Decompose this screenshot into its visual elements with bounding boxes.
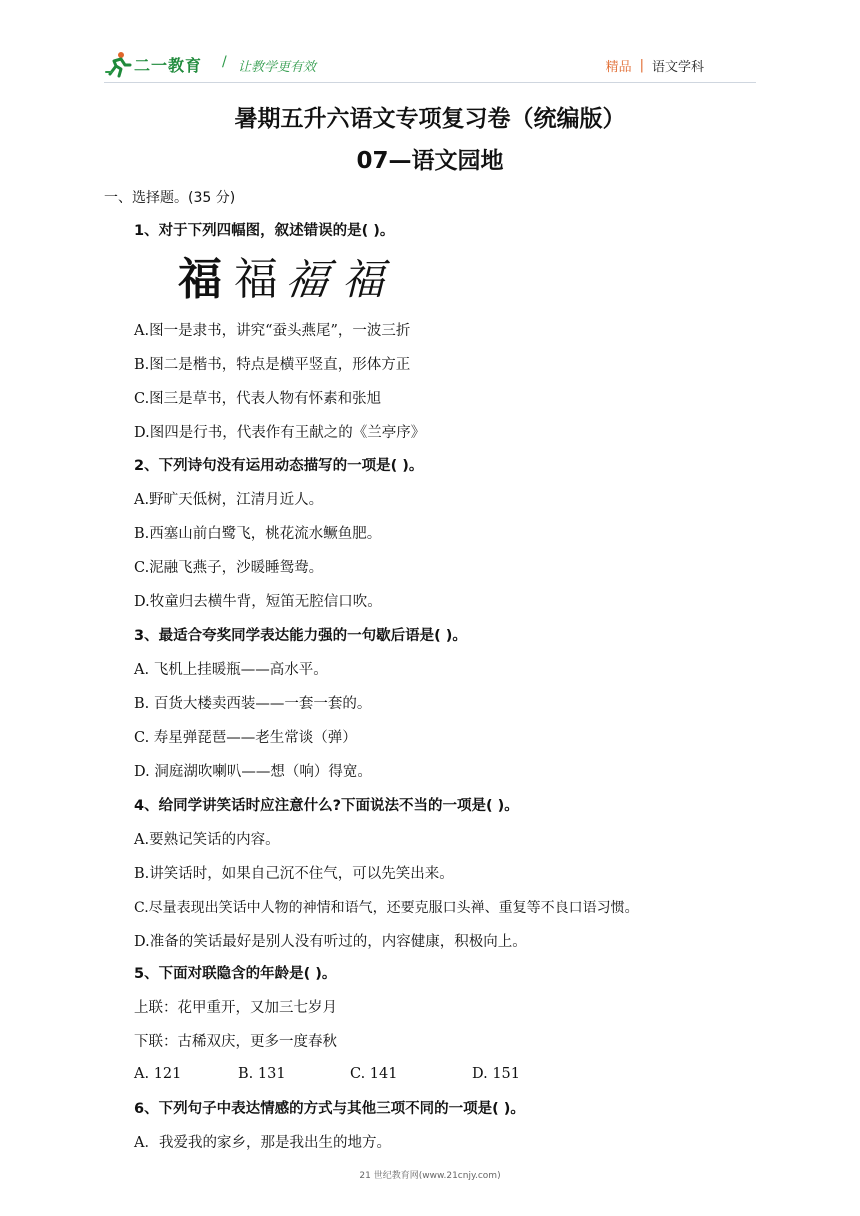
subject-label: 语文学科: [651, 60, 704, 75]
page-footer: 21 世纪教育网(www.21cnjy.com): [359, 1171, 501, 1181]
header-divider: |: [639, 58, 644, 73]
page-header: [0, 0, 860, 90]
svg-text:福: 福: [234, 254, 278, 304]
question-2-stem: 2、下列诗句没有运用动态描写的一项是( )。: [134, 458, 424, 474]
question-2-option-d: D.牧童归去横牛背，短笛无腔信口吹。: [134, 594, 382, 610]
question-3-stem: 3、最适合夸奖同学表达能力强的一句歇后语是( )。: [134, 628, 467, 644]
question-3-option-c: C. 寿星弹琵琶——老生常谈（弹）: [134, 730, 357, 746]
question-3-option-a: A. 飞机上挂暖瓶——高水平。: [134, 662, 328, 678]
question-1-option-b: B.图二是楷书，特点是横平竖直，形体方正: [134, 357, 411, 373]
question-5-choice-c: C. 141: [350, 1066, 398, 1082]
question-3-option-b: B. 百货大楼卖西装——一套一套的。: [134, 696, 372, 712]
question-6-stem: 6、下列句子中表达情感的方式与其他三项不同的一项是( )。: [134, 1101, 525, 1117]
question-1-option-c: C.图三是草书，代表人物有怀素和张旭: [134, 391, 382, 407]
svg-text:福: 福: [282, 255, 332, 304]
svg-text:福: 福: [342, 255, 385, 304]
question-5-choices: [134, 1066, 520, 1082]
page-subtitle: 07—语文园地: [356, 148, 504, 174]
header-rule: [104, 82, 756, 83]
question-5-choice-d: D. 151: [472, 1066, 521, 1082]
question-4-option-a: A.要熟记笑话的内容。: [134, 832, 280, 848]
runner-logo-icon: [104, 50, 132, 78]
slogan: 让教学更有效: [238, 60, 317, 75]
couplet-lower: 下联：古稀双庆，更多一度春秋: [134, 1034, 337, 1050]
question-3-option-d: D. 洞庭湖吹喇叭——想（响）得宽。: [134, 764, 372, 780]
question-4-stem: 4、给同学讲笑话时应注意什么?下面说法不当的一项是( )。: [134, 798, 519, 814]
quality-badge: 精品: [605, 60, 632, 75]
question-2-option-a: A.野旷天低树，江清月近人。: [134, 492, 324, 508]
question-4-option-c: C.尽量表现出笑话中人物的神情和语气，还要克服口头禅、重复等不良口语习惯。: [134, 900, 639, 916]
question-5-stem: 5、下面对联隐含的年龄是( )。: [134, 966, 337, 982]
brand-logo: [104, 48, 202, 80]
page-title: 暑期五升六语文专项复习卷（统编版）: [234, 106, 626, 132]
svg-text:福: 福: [178, 254, 222, 304]
question-2-option-c: C.泥融飞燕子，沙暖睡鸳鸯。: [134, 560, 324, 576]
question-4-option-d: D.准备的笑话最好是别人没有听过的，内容健康，积极向上。: [134, 934, 527, 950]
question-5-choice-b: B. 131: [238, 1066, 286, 1082]
section-heading: 一、选择题。(35 分): [104, 190, 236, 206]
slogan-separator: /: [222, 54, 227, 70]
question-4-option-b: B.讲笑话时，如果自己沉不住气，可以先笑出来。: [134, 866, 454, 882]
logo-text: 二一教育: [134, 55, 203, 75]
question-1-option-a: A.图一是隶书，讲究“蚕头燕尾”，一波三折: [134, 323, 411, 339]
question-2-option-b: B.西塞山前白鹭飞，桃花流水鳜鱼肥。: [134, 526, 382, 542]
question-1-stem: 1、对于下列四幅图，叙述错误的是( )。: [134, 223, 395, 239]
couplet-upper: 上联：花甲重开，又加三七岁月: [134, 1000, 337, 1016]
question-6-option-a: A．我爱我的家乡，那是我出生的地方。: [134, 1135, 391, 1151]
question-1-option-d: D.图四是行书，代表作有王献之的《兰亭序》: [134, 425, 426, 441]
question-5-choice-a: A. 121: [134, 1066, 182, 1082]
header-right: [606, 56, 704, 75]
calligraphy-image: [176, 252, 396, 304]
